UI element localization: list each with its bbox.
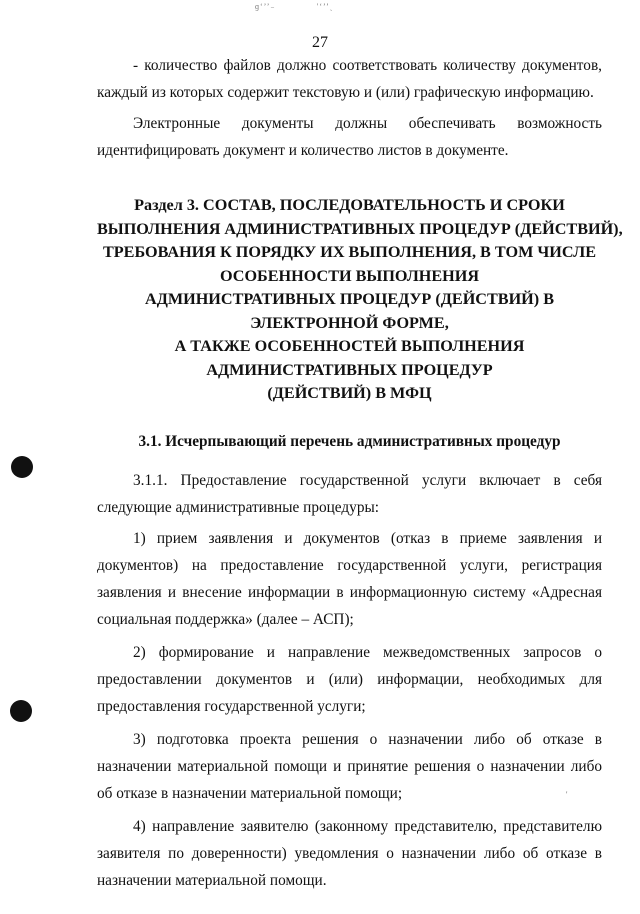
section-title-line: ТРЕБОВАНИЯ К ПОРЯДКУ ИХ ВЫПОЛНЕНИЯ, В ТОМ ЧИСЛЕ (102, 243, 597, 261)
section-title-line: Раздел 3. СОСТАВ, ПОСЛЕДОВАТЕЛЬНОСТЬ И СРОКИ (134, 196, 565, 214)
paragraph-electronic-docs: Электронные документы должны обеспечивать возможность идентифицировать документ и количество листов в документе. (97, 115, 602, 159)
punch-hole-mark (10, 700, 32, 722)
section-title-line: ЭЛЕКТРОННОЙ ФОРМЕ, (250, 313, 449, 332)
section-title-line: АДМИНИСТРАТИВНЫХ ПРОЦЕДУР (206, 360, 493, 379)
list-item-procedure-4: 4) направление заявителю (законному представителю, представителю заявителя по доверенности) уведомления о назначении либо об отказе в назначении материальной помощи. (97, 817, 602, 889)
paragraph-file-count: - количество файлов должно соответствовать количеству документов, каждый из которых содержит текстовую и (или) графическую информацию. (97, 57, 602, 101)
section-title-line: (ДЕЙСТВИЙ) В МФЦ (267, 384, 432, 402)
scan-artifacts (255, 2, 371, 11)
section-title-line: ВЫПОЛНЕНИЯ АДМИНИСТРАТИВНЫХ ПРОЦЕДУР (ДЕЙСТВИЙ), (97, 219, 623, 238)
section-title-line: А ТАКЖЕ ОСОБЕННОСТЕЙ ВЫПОЛНЕНИЯ (174, 337, 525, 355)
subsection-3-1-title: 3.1. Исчерпывающий перечень административных процедур (138, 432, 561, 450)
section-3-title (97, 194, 623, 406)
scan-artifact-left: ɡ‘’’₋ (255, 2, 276, 11)
scan-tick-mark: ' (566, 790, 568, 799)
section-title-line: АДМИНИСТРАТИВНЫХ ПРОЦЕДУР (ДЕЙСТВИЙ) В (145, 290, 554, 308)
paragraph-3-1-1: 3.1.1. Предоставление государственной услуги включает в себя следующие административные процедуры: (97, 471, 602, 516)
list-item-procedure-2: 2) формирование и направление межведомственных запросов о предоставлении документов и (или) информации, необходимых для предоставления государственной услуги; (97, 643, 602, 715)
document-body (97, 52, 623, 894)
punch-hole-mark (11, 456, 33, 478)
page-number: 27 (312, 34, 328, 51)
list-item-procedure-3: 3) подготовка проекта решения о назначении либо об отказе в назначении материальной помощи и принятие решения о назначении либо об отказе в назначении материальной помощи; (97, 730, 602, 802)
scan-artifact-right: ′‘’’ˎ (316, 2, 334, 11)
section-title-line: ОСОБЕННОСТИ ВЫПОЛНЕНИЯ (219, 266, 480, 285)
list-item-procedure-1: 1) прием заявления и документов (отказ в приеме заявления и документов) на предоставление государственной услуги, регистрация заявления и внесение информации в информационную систему «Адресная социальная поддержка» (далее – АСП); (97, 529, 602, 628)
